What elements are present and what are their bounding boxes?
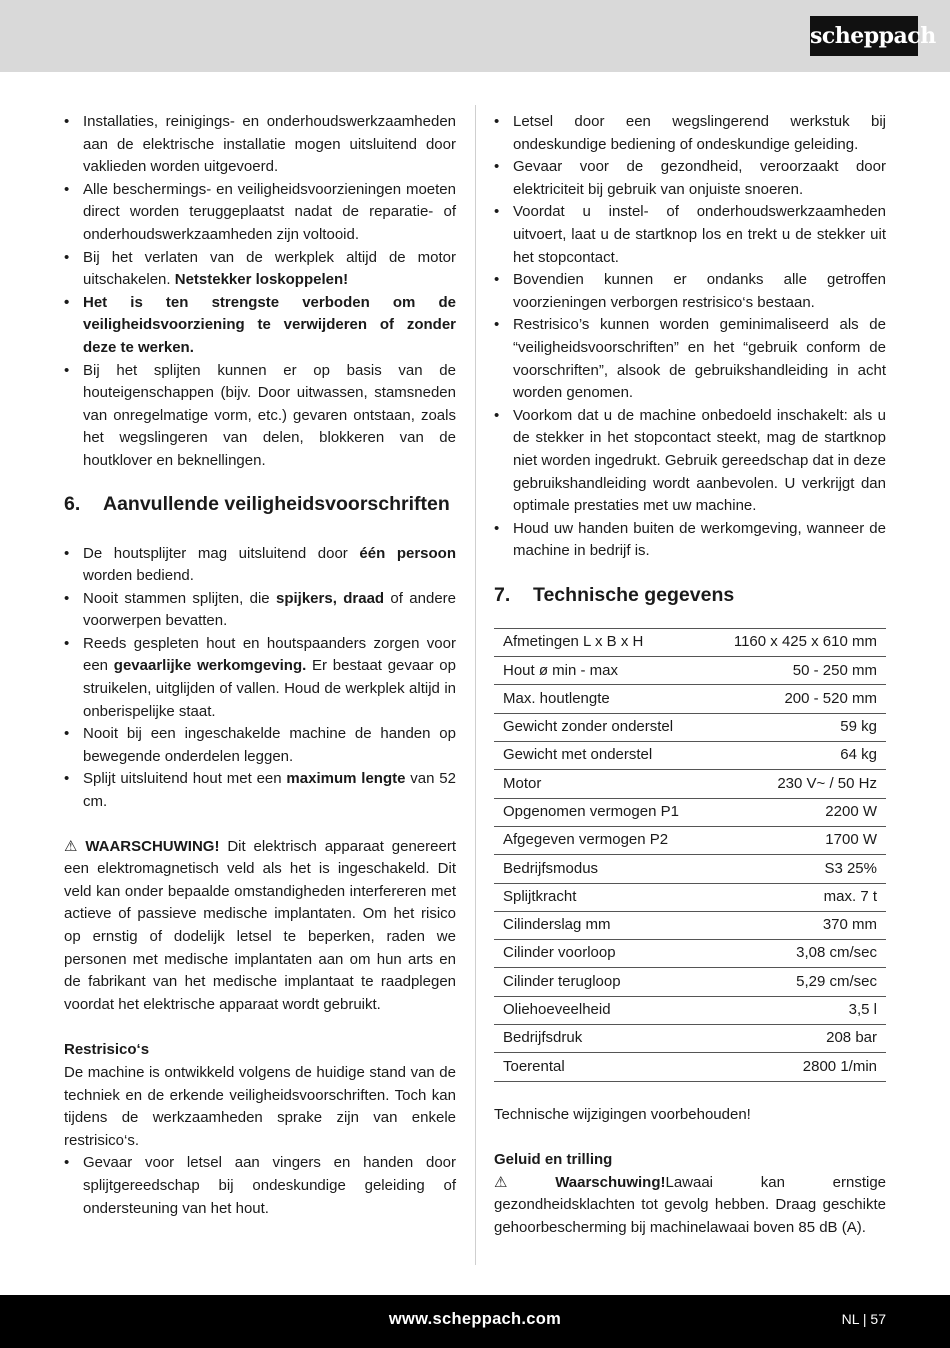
footer-bar — [0, 1295, 950, 1348]
list-item: • Bij het verlaten van de werkplek altijd de motor uitschakelen. Netstekker loskoppelen! — [64, 247, 456, 292]
table-row: Gewicht zonder onderstel 59 kg — [494, 713, 886, 741]
noise-heading: Geluid en trilling — [494, 1151, 613, 1169]
table-row: Toerental 2800 1/min — [494, 1053, 886, 1081]
table-row: Bedrijfsmodus S3 25% — [494, 855, 886, 883]
page-number: NL | 57 — [841, 1311, 886, 1327]
table-row: Bedrijfsdruk 208 bar — [494, 1025, 886, 1053]
list-item: • Bij het splijten kunnen er op basis van de houteigenschappen (bijv. Door uitwassen, stamsneden van onregelmatige vorm, etc.) gevaren ontstaan, zoals het wegslingeren van delen, blokkeren van de houtklover en beknellingen. — [64, 360, 456, 473]
table-row: Afgegeven vermogen P2 1700 W — [494, 826, 886, 854]
emf-warning: ⚠ WAARSCHUWING! Dit elektrisch apparaat genereert een elektromagnetisch veld als het is ingeschakeld. Dit veld kan onder bepaalde omstandigheden interfereren met actieve of passieve medische implantaten. Om het risico op ernstig of dodelijk letsel te beperken, raden we personen met medische implantaten aan om hun arts en de fabrikant van het medische implantaat te raadplegen voordat het elektrische apparaat wordt gebruikt. — [64, 837, 456, 1013]
restrisico-list — [64, 1152, 456, 1220]
warning-triangle-icon: ⚠ — [64, 837, 78, 855]
additional-safety-list — [64, 543, 456, 814]
table-row: Cilinder voorloop 3,08 cm/sec — [494, 940, 886, 968]
table-row: Cilinder terugloop 5,29 cm/sec — [494, 968, 886, 996]
list-item: • Splijt uitsluitend hout met een maximum lengte van 52 cm. — [64, 768, 456, 813]
table-row: Motor 230 V~ / 50 Hz — [494, 770, 886, 798]
table-row: Gewicht met onderstel 64 kg — [494, 742, 886, 770]
table-row: Max. houtlengte 200 - 520 mm — [494, 685, 886, 713]
list-item: • Alle beschermings- en veiligheidsvoorzieningen moeten direct worden teruggeplaatst nadat de reparatie- of onderhoudswerkzaamheden zijn voltooid. — [64, 179, 456, 247]
list-item: • Gevaar voor de gezondheid, veroorzaakt door elektriciteit bij gebruik van onjuiste snoeren. — [494, 156, 886, 201]
technical-data-table — [494, 628, 886, 1082]
table-row: Cilinderslag mm 370 mm — [494, 911, 886, 939]
column-divider — [475, 105, 476, 1265]
list-item: • Letsel door een wegslingerend werkstuk bij ondeskundige bediening of ondeskundige geleiding. — [494, 111, 886, 156]
list-item: • De houtsplijter mag uitsluitend door één persoon worden bediend. — [64, 543, 456, 588]
section-heading-7: 7. Technische gegevens — [494, 583, 735, 606]
list-item: • Nooit stammen splijten, die spijkers, draad of andere voorwerpen bevatten. — [64, 588, 456, 633]
brand-logo: scheppach — [810, 16, 918, 56]
warning-triangle-icon: ⚠ — [494, 1173, 508, 1191]
table-row: Splijtkracht max. 7 t — [494, 883, 886, 911]
list-item: • Restrisico’s kunnen worden geminimaliseerd als de “veiligheidsvoorschriften” en het “gebruik conform de voorschriften”, alsook de gebruikshandleiding in acht worden genomen. — [494, 314, 886, 404]
header-bar — [0, 0, 950, 72]
footer-website: www.scheppach.com — [388, 1310, 562, 1328]
table-row: Oliehoeveelheid 3,5 l — [494, 996, 886, 1024]
list-item: • Voorkom dat u de machine onbedoeld inschakelt: als u de stekker in het stopcontact steekt, mag de startknop niet worden ingedrukt. Gebruik gereedschap dat in deze gebruikshandleiding wordt aanbevolen. U verkrijgt dan optimale prestaties met uw machine. — [494, 405, 886, 518]
list-item: • Het is ten strengste verboden om de veiligheidsvoorziening te verwijderen of zonder deze te werken. — [64, 292, 456, 360]
section-heading-6: 6. Aanvullende veiligheidsvoorschriften — [64, 492, 450, 515]
list-item: • Nooit bij een ingeschakelde machine de handen op bewegende onderdelen leggen. — [64, 723, 456, 768]
list-item: • Installaties, reinigings- en onderhoudswerkzaamheden aan de elektrische installatie mogen uitsluitend door vaklieden worden uitgevoerd. — [64, 111, 456, 179]
restrisico-text: De machine is ontwikkeld volgens de huidige stand van de techniek en de erkende veiligheidsvoorschriften. Toch kan tijdens de werkzaamheden sprake zijn van enkele restrisico‘s. — [64, 1063, 456, 1149]
left-column — [64, 111, 456, 1220]
list-item: • Bovendien kunnen er ondanks alle getroffen voorzieningen verborgen restrisico‘s bestaan. — [494, 269, 886, 314]
right-column — [494, 111, 886, 1240]
table-row: Opgenomen vermogen P1 2200 W — [494, 798, 886, 826]
table-row: Hout ø min - max 50 - 250 mm — [494, 657, 886, 685]
safety-list — [64, 111, 456, 473]
list-item: • Houd uw handen buiten de werkomgeving, wanneer de machine in bedrijf is. — [494, 518, 886, 563]
restrisico-heading: Restrisico‘s — [64, 1041, 150, 1059]
table-row: Afmetingen L x B x H 1160 x 425 x 610 mm — [494, 628, 886, 656]
list-item: • Reeds gespleten hout en houtspaanders zorgen voor een gevaarlijke werkomgeving. Er bestaat gevaar op struikelen, uitglijden of vallen. Houd de werkplek altijd in onberispelijke staat. — [64, 633, 456, 723]
residual-risk-list — [494, 111, 886, 563]
list-item: • Gevaar voor letsel aan vingers en handen door splijtgereedschap bij ondeskundige geleiding of ondersteuning van het hout. — [64, 1152, 456, 1220]
noise-warning: ⚠ Waarschuwing!Lawaai kan ernstige gezondheidsklachten tot gevolg hebben. Draag geschikte gehoorbescherming bij machinelawaai boven 85 dB (A). — [494, 1173, 887, 1236]
technical-changes-note: Technische wijzigingen voorbehouden! — [494, 1105, 751, 1123]
list-item: • Voordat u instel- of onderhoudswerkzaamheden uitvoert, laat u de startknop los en trekt u de stekker uit het stopcontact. — [494, 201, 886, 269]
